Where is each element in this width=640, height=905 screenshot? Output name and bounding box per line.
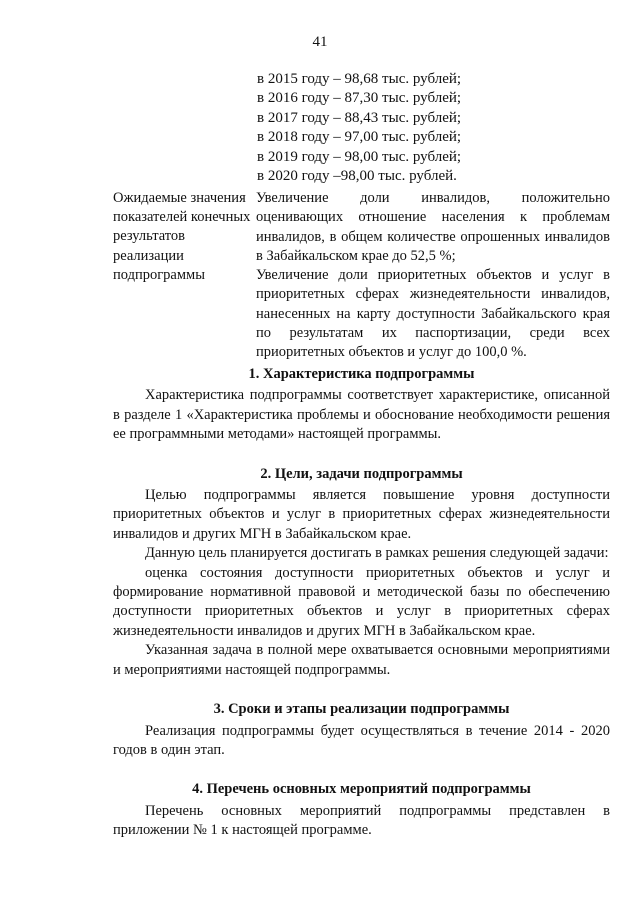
- paragraph: Перечень основных мероприятий подпрограммы представлен в приложении № 1 к настоящей программе.: [113, 802, 610, 839]
- section-timeline: [113, 700, 610, 760]
- paragraph: Указанная задача в полной мере охватывается основными мероприятиями и мероприятиями настоящей подпрограммы.: [113, 642, 610, 678]
- paragraph: Реализация подпрограммы будет осуществляться в течение 2014 - 2020 годов в один этап.: [113, 722, 610, 758]
- section-goals: [113, 465, 610, 680]
- document-body: [113, 365, 610, 861]
- section-characteristics: [113, 365, 610, 445]
- budget-list: [257, 70, 461, 186]
- budget-line: в 2016 году – 87,30 тыс. рублей;: [257, 90, 462, 107]
- expected-results-label: Ожидаемые значения показателей конечных результатов реализации подпрограммы: [113, 190, 251, 283]
- budget-line: в 2015 году – 98,68 тыс. рублей;: [257, 71, 462, 87]
- budget-line: в 2019 году – 98,00 тыс. рублей;: [257, 148, 462, 165]
- section-heading: 2. Цели, задачи подпрограммы: [260, 465, 463, 482]
- section-heading: 1. Характеристика подпрограммы: [248, 366, 475, 382]
- expected-result-item: Увеличение доли инвалидов, положительно оценивающих отношение населения к проблемам инвалидов, в общем количестве опрошенных инвалидов в Забайкальском крае до 52,5 %;: [256, 190, 610, 264]
- section-heading: 4. Перечень основных мероприятий подпрограммы: [192, 781, 531, 798]
- section-heading: 3. Сроки и этапы реализации подпрограммы: [213, 701, 510, 718]
- paragraph: Целью подпрограммы является повышение уровня доступности приоритетных объектов и услуг в приоритетных сферах жизнедеятельности инвалидов и других МГН в Забайкальском крае.: [113, 487, 610, 542]
- paragraph: Характеристика подпрограммы соответствует характеристике, описанной в разделе 1 «Характеристика проблемы и обоснование необходимости решения ее программными методами» настоящей программы.: [113, 387, 610, 443]
- paragraph: оценка состояния доступности приоритетных объектов и услуг и формирование нормативной правовой и методической базы по обеспечению доступности приоритетных объектов и услуг в приоритетных сферах жизнедеятельности инвалидов и других МГН в Забайкальском крае.: [113, 564, 610, 639]
- paragraph: Данную цель планируется достигать в рамках решения следующей задачи:: [145, 545, 609, 562]
- expected-results-value: [256, 189, 610, 363]
- budget-line: в 2020 году –98,00 тыс. рублей.: [257, 168, 457, 185]
- page-number: 41: [312, 34, 328, 50]
- budget-line: в 2018 году – 97,00 тыс. рублей;: [257, 129, 462, 146]
- budget-line: в 2017 году – 88,43 тыс. рублей;: [257, 109, 462, 126]
- expected-result-item: Увеличение доли приоритетных объектов и услуг в приоритетных сферах жизнедеятельности инвалидов, нанесенных на карту доступности Забайкальского края по результатам их паспортизации, среди всех приоритетных объектов и услуг до 100,0 %.: [256, 267, 610, 361]
- section-activities: [113, 780, 610, 840]
